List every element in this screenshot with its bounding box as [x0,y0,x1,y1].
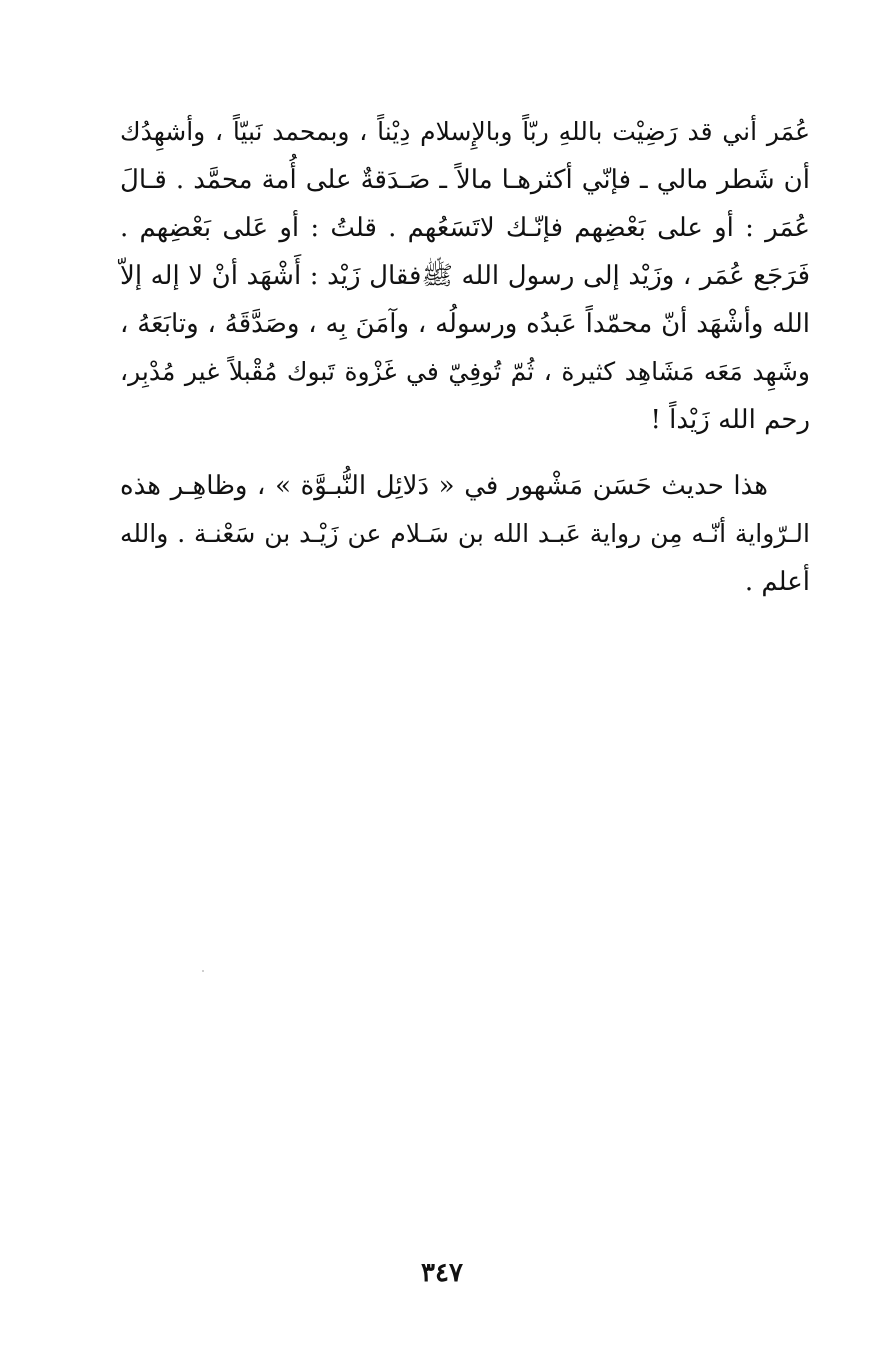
text-line: عُمَر : أو على بَعْضِهم فإنّـك لاتَسَعُهم . قلتُ : أو عَلى بَعْضِهم . [120,213,810,243]
text-line: وشَهِد مَعَه مَشَاهِد كثيرة ، ثُمّ تُوفِيّ في غَزْوة تَبوك مُقْبلاً غير مُدْبِر، [120,357,810,386]
text-line: الـرّواية أنّـه مِن رواية عَبـد الله بن سَـلام عن زَيْـد بن سَعْنـة . والله [120,519,810,548]
paragraph-1 [120,108,810,444]
text-line: الله وأشْهَد أنّ محمّداً عَبدُه ورسولُه ، وآمَنَ بِه ، وصَدَّقَهُ ، وتابَعَهُ ، [120,309,810,339]
page-number: ٣٤٧ [421,1258,463,1288]
scan-speck [202,970,204,972]
text-line: عُمَر أني قد رَضِيْت باللهِ ربّاً وبالإِسلام دِيْناً ، وبمحمد نَبيّاً ، وأشهِدُك [120,117,810,146]
text-line: رحم الله زَيْداً ! [650,405,810,435]
text-line: أعلم . [744,567,810,597]
paragraph-2 [120,462,810,606]
text-line: هذا حديث حَسَن مَشْهور في « دَلائِل النُّبـوَّة » ، وظاهِـر هذه [120,471,768,501]
text-line: فَرَجَع عُمَر ، وزَيْد إلى رسول الله ﷺفقال زَيْد : أَشْهَد أنْ لا إله إلاّ [120,261,810,291]
text-line: أن شَطر مالي ـ فإنّي أكثرهـا مالاً ـ صَـدَقةٌ على أُمة محمَّد . قـالَ [120,165,810,195]
